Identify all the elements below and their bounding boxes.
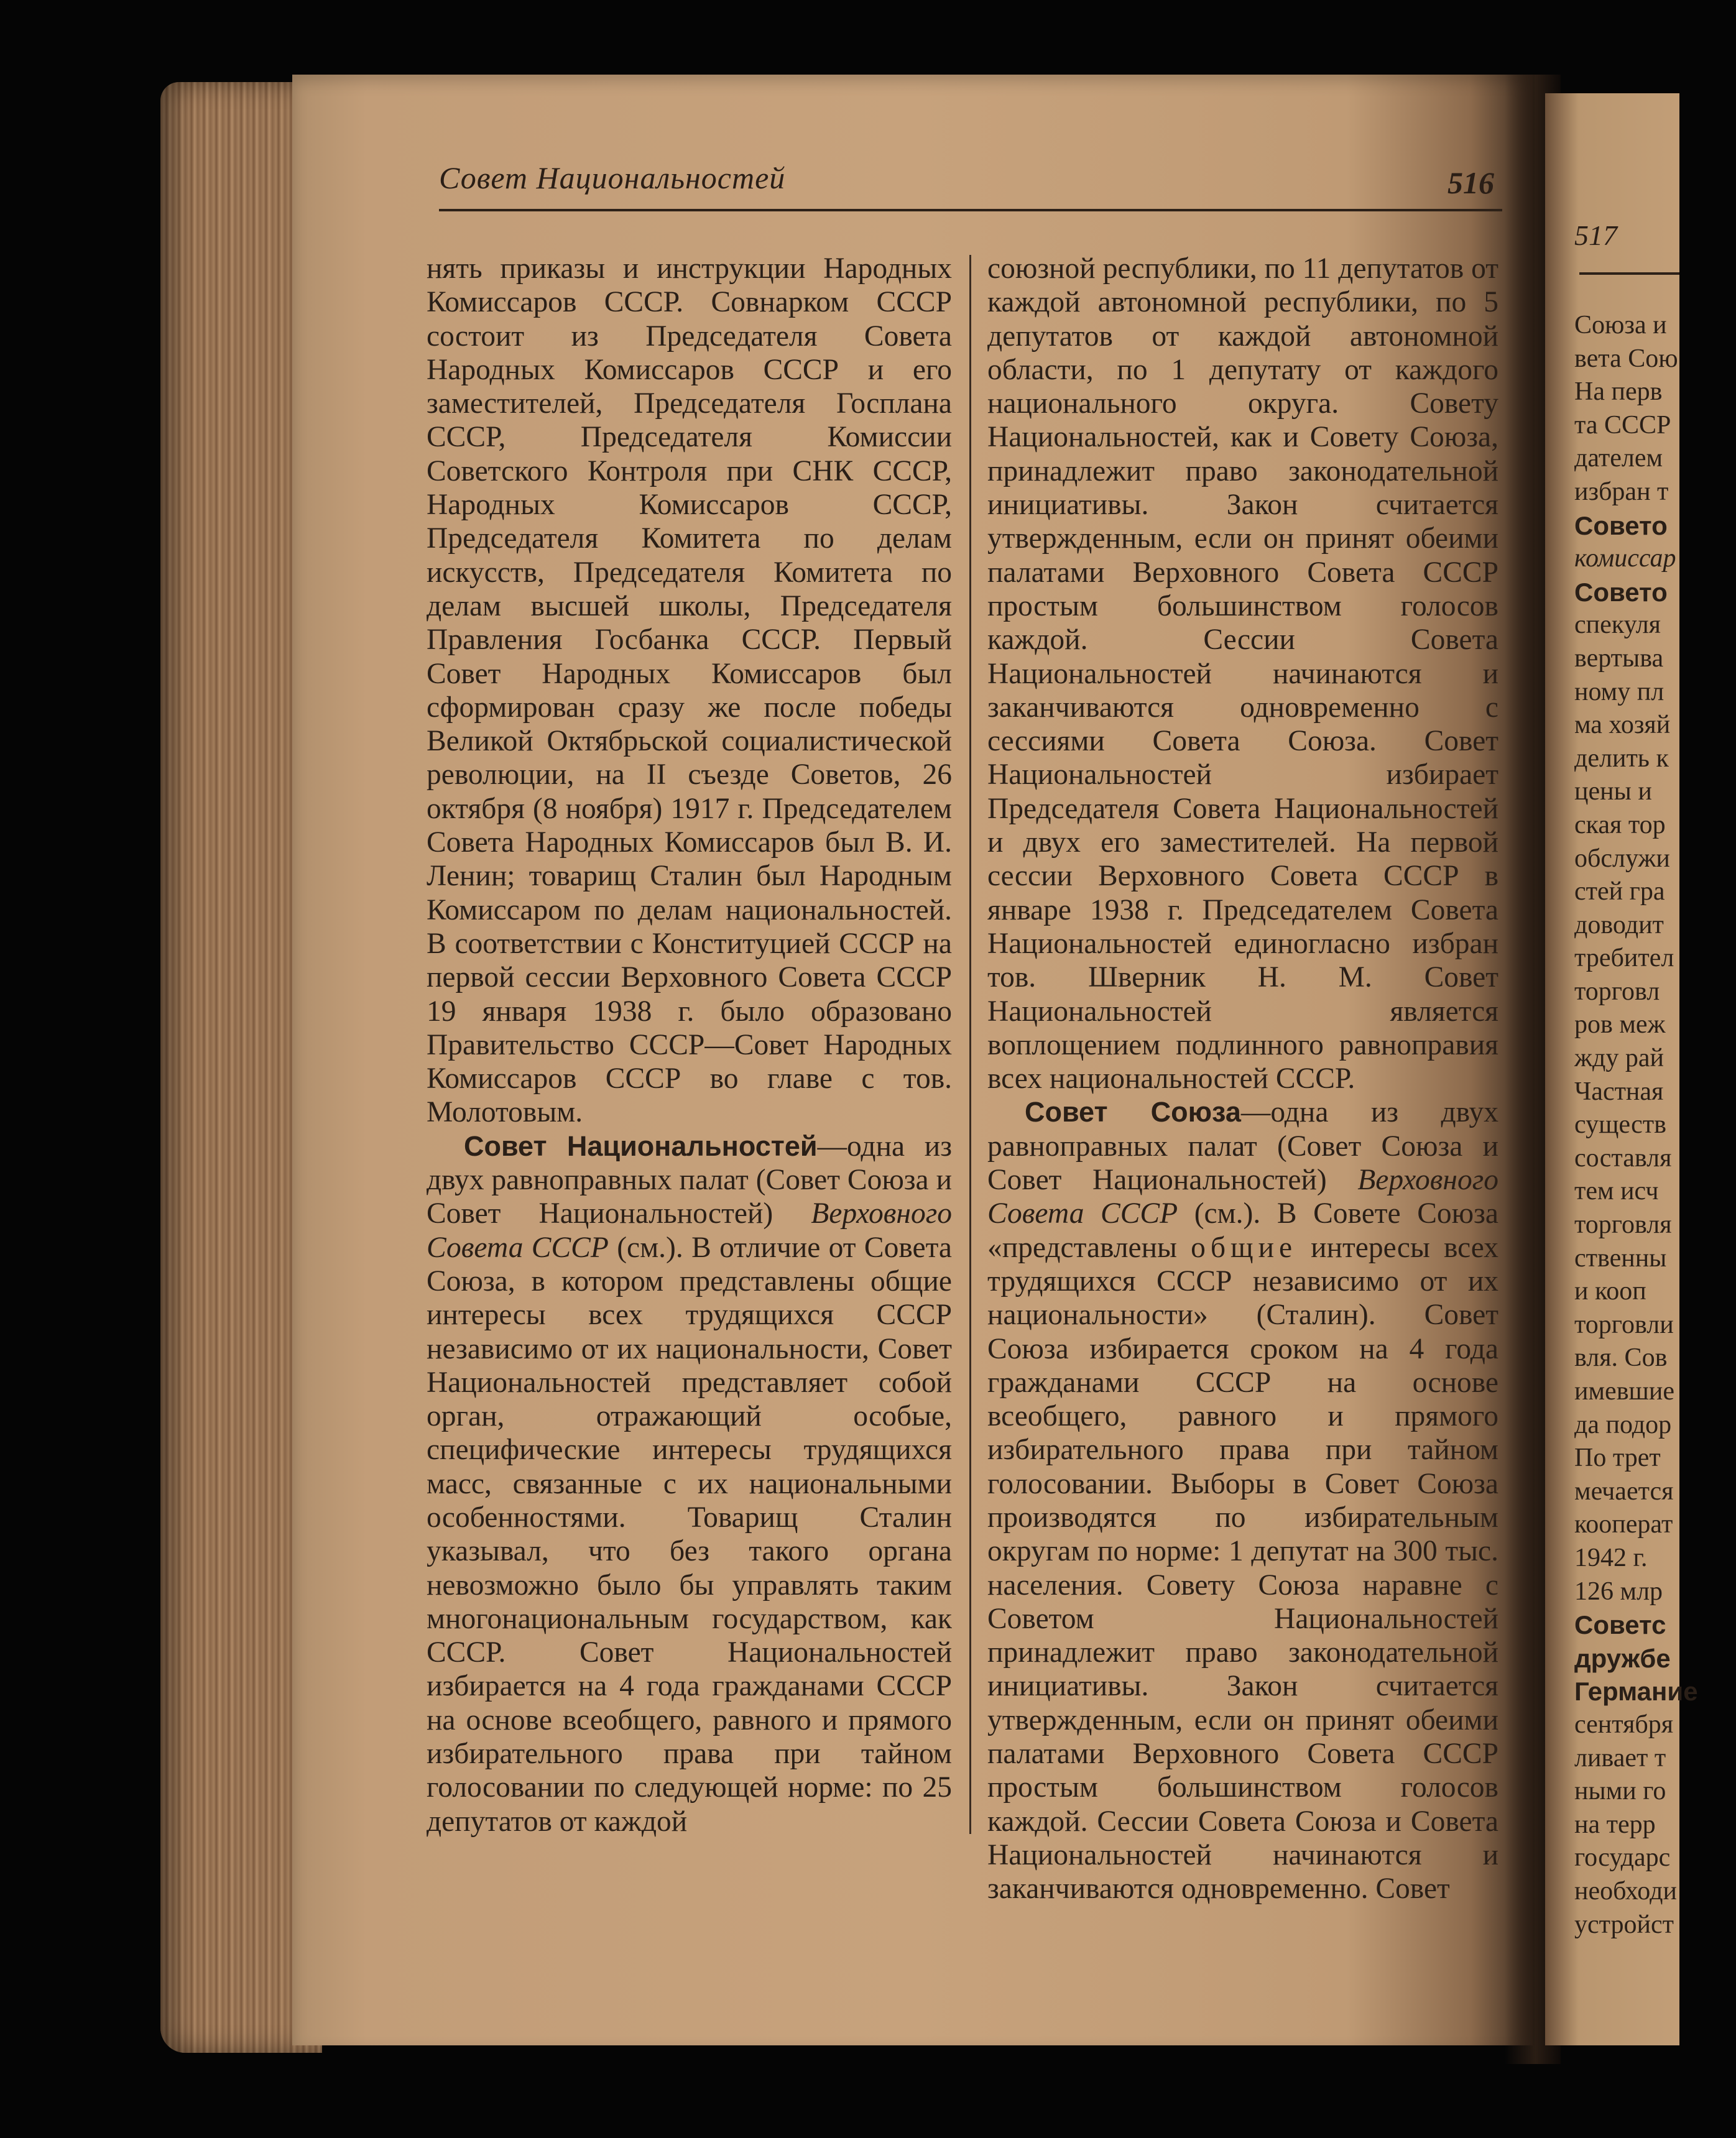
right-page-fragment-line: обслужи [1574,844,1670,873]
right-page-fragment-line: стей гра [1574,877,1665,906]
right-page-fragment-line: 126 млр [1574,1577,1663,1606]
right-page-fragment-line: жду рай [1574,1044,1664,1073]
right-page-fragment-line: ливает т [1574,1743,1666,1772]
header-rule [439,209,1502,211]
running-head: Совет Национальностей [439,160,786,195]
page-number: 516 [1447,165,1494,200]
right-page-fragment-line: кооперат [1574,1510,1673,1539]
right-page-fragment-line: торговли [1574,1310,1674,1339]
right-page-fragment-line: ному пл [1574,677,1664,706]
right-page-fragment-line: Союза и [1574,311,1667,339]
entry-text: (см.). В Совете Союза «представлены [987,1197,1498,1264]
column-divider [969,255,971,1834]
right-page-fragment-line: цены и [1574,777,1652,806]
right-page-fragment-line: тем исч [1574,1177,1659,1206]
spaced-emphasis: общие [1191,1231,1298,1264]
right-page-fragment-line: ма хозяй [1574,711,1671,740]
right-page-fragment-line: торговл [1574,977,1660,1006]
right-page-fragment-line: сентября [1574,1710,1674,1739]
right-page-fragment-line: ская тор [1574,810,1666,839]
entry-term: Совет Национальностей [464,1130,818,1162]
right-header-rule [1579,272,1679,275]
right-page-fragment-line: необходи [1574,1876,1677,1905]
right-page-fragment-line: на терр [1574,1810,1656,1839]
right-page-fragment-line: избран т [1574,477,1669,506]
right-page-fragment-line: существ [1574,1110,1666,1140]
right-page-fragment-line: Германие [1574,1677,1698,1707]
right-page-fragment-line: устройст [1574,1910,1674,1939]
right-page-fragment-line: Совето [1574,577,1668,607]
paragraph-natsionalnostey-continued: союзной республики, по 11 депутатов от каждой автономной республики, по 5 депутатов от каждой автономной области, по 1 депутату от каждого национального округа. Совету Национальностей, как и Совету Союза, принадлежит право законодательной инициативы. Закон считается утвержденным, если он принят обеими палатами Верховного Совета СССР простым большинством голосов каждой. Сессии Совета Национальностей начинаются и заканчиваются одновременно с сессиями Совета Союза. Совет Национальностей избирает Председателя Совета Национальностей и двух его заместителей. На первой сессии Верховного Совета СССР в январе 1938 г. Председателем Совета Национальностей единогласно избран тов. Шверник Н. М. Совет Национальностей является воплощением подлинного равноправия всех национальностей СССР. [987,252,1498,1095]
right-page-fragment-line: доводит [1574,910,1664,939]
entry-text: —одна из двух равноправных палат (Совет Союза и Совет Национальностей) [427,1130,952,1230]
right-page-fragment-line: требител [1574,944,1674,973]
entry-sovet-natsionalnostey [427,1130,952,1838]
right-page-fragment-line: Совето [1574,510,1668,540]
right-page-fragment-line: По трет [1574,1444,1661,1473]
cross-reference: Верховного Совета СССР [987,1164,1498,1230]
right-page-fragment-line: вля. Сов [1574,1343,1668,1373]
entry-term: Совет Союза [1025,1096,1241,1128]
right-page-fragment-line: На перв [1574,377,1663,407]
right-page-fragment-line: спекуля [1574,611,1661,640]
entry-sovet-soyuza [987,1095,1498,1905]
right-page-fragment-line: та СССР [1574,410,1671,440]
right-page-fragment-line: имевшие [1574,1377,1674,1406]
right-page-fragment-line: и кооп [1574,1277,1646,1306]
right-page-fragment-line: 1942 г. [1574,1543,1648,1572]
right-page-fragment-line: составля [1574,1143,1672,1173]
right-page-fragment-line: вета Сою [1574,344,1678,373]
right-page-fragment-line: государс [1574,1843,1671,1873]
entry-text: (см.). В отличие от Совета Союза, в котором представлены общие интересы всех трудящихся СССР независимо от их национальности, Совет Национальностей представляет собой орган, отражающий особые, специфические интересы трудящихся масс, связанные с их национальными особенностями. Товарищ Сталин указывал, что без такого органа невозможно было бы управлять таким многонациональным государством, как СССР. Совет Национальностей избирается на 4 года гражданами СССР на основе всеобщего, равного и прямого избирательного права при тайном голосовании по следующей норме: по 25 депутатов от каждой [427,1231,952,1838]
right-page-fragment-line: комиссар [1574,544,1676,573]
right-page-fragment-line: дателем [1574,444,1663,473]
entry-text: —одна из двух равноправных палат (Совет Союза и Совет Национальностей) [987,1096,1498,1197]
right-page-fragment-line: дружбе [1574,1643,1671,1673]
right-page-fragment-line: Советс [1574,1610,1666,1640]
right-page-fragment-line: Частная [1574,1077,1664,1106]
left-column [427,252,952,1838]
right-page-fragment-line: ственны [1574,1243,1667,1273]
right-page-fragment-line: ров меж [1574,1010,1666,1039]
right-page-fragment-line: делить к [1574,744,1669,773]
paragraph-sovnarkom-continued: нять приказы и инструкции Народных Комиссаров СССР. Совнарком СССР состоит из Председателя Совета Народных Комиссаров СССР и его заместителей, Председателя Госплана СССР, Председателя Комиссии Советского Контроля при СНК СССР, Народных Комиссаров СССР, Председателя Комитета по делам искусств, Председателя Комитета по делам высшей школы, Председателя Правления Госбанка СССР. Первый Совет Народных Комиссаров был сформирован сразу же после победы Великой Октябрьской социалистической революции, на II съезде Советов, 26 октября (8 ноября) 1917 г. Председателем Совета Народных Комиссаров был В. И. Ленин; товарищ Сталин был Народным Комиссаром по делам национальностей. В соответствии с Конституцией СССР на первой сессии Верховного Совета СССР 19 января 1938 г. было образовано Правительство СССР—Совет Народных Комиссаров СССР во главе с тов. Молотовым. [427,252,952,1129]
right-page-fragment-line: да подор [1574,1410,1672,1439]
right-page-text-fragments [1574,309,1736,1942]
cross-reference: Верховного Совета СССР [427,1197,952,1264]
entry-text: интересы всех трудящихся СССР независимо от их национальности» (Сталин). Совет Союза избирается сроком на 4 года гражданами СССР на основе всеобщего, равного и прямого избирательного права при тайном голосовании. Выборы в Совет Союза производятся по избирательным округам по норме: 1 депутат на 300 тыс. населения. Совету Союза наравне с Советом Национальностей принадлежит право законодательной инициативы. Закон считается утвержденным, если он принят обеими палатами Верховного Совета СССР простым большинством голосов каждой. Сессии Совета Союза и Совета Национальностей начинаются и заканчиваются одновременно. Совет [987,1231,1498,1905]
right-page-fragment-line: ными го [1574,1777,1666,1806]
right-page-number: 517 [1574,219,1617,251]
right-page-fragment-line: мечается [1574,1477,1674,1506]
right-page-fragment-line: торговля [1574,1210,1672,1240]
right-column [987,252,1498,1906]
right-page-fragment-line: вертыва [1574,643,1664,673]
